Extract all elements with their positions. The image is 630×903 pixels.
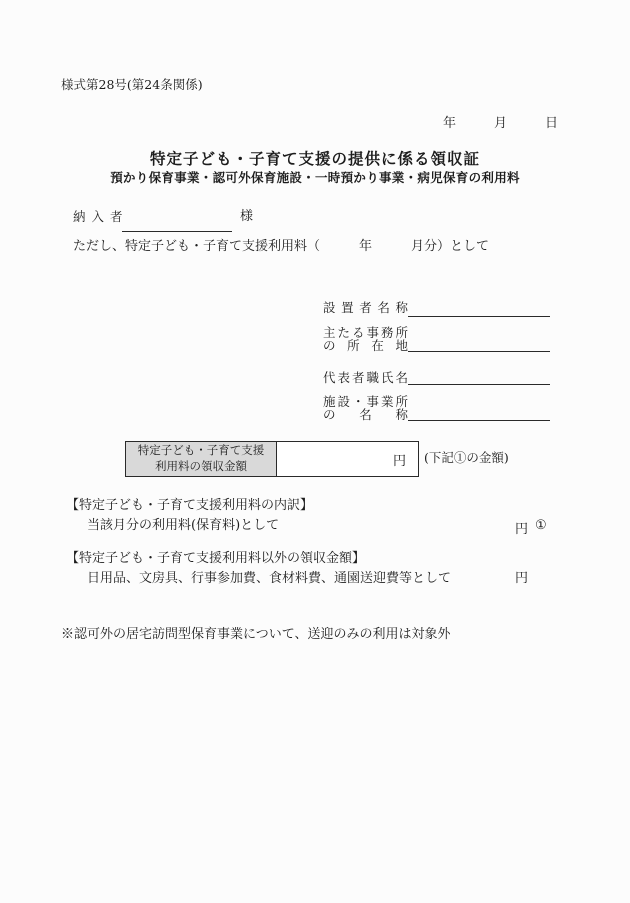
issue-date-line	[443, 112, 558, 131]
doc-subtitle: 預かり保育事業・認可外保育施設・一時預かり事業・病児保育の利用料	[110, 170, 520, 185]
office-address-label-line2: の所在地	[323, 338, 408, 353]
facility-name-label-line2: の名称	[323, 407, 408, 422]
representative-underline	[408, 384, 550, 385]
breakdown-marker: ①	[535, 518, 547, 533]
doc-title: 特定子ども・子育て支援の提供に係る領収証	[149, 149, 480, 168]
amount-value-cell	[277, 442, 418, 476]
amount-label-cell	[126, 442, 277, 476]
breakdown-item: 当該月分の利用料(保育料)として	[87, 518, 280, 533]
amount-table	[125, 441, 419, 477]
establisher-name-underline	[408, 316, 550, 317]
footnote: ※認可外の居宅訪問型保育事業について、送迎のみの利用は対象外	[61, 627, 451, 642]
amount-unit: 円	[392, 453, 406, 469]
form-number: 様式第28号(第24条関係)	[61, 77, 203, 92]
facility-name-underline	[408, 420, 550, 421]
breakdown-heading: 【特定子ども・子育て支援利用料の内訳】	[66, 498, 314, 513]
other-receipts-item: 日用品、文房具、行事参加費、食材料費、通園送迎費等として	[87, 571, 452, 586]
payer-honorific: 様	[240, 209, 254, 224]
other-receipts-unit: 円	[515, 571, 529, 586]
payer-name-underline	[122, 231, 232, 232]
amount-label-line2: 利用料の領収金額	[155, 459, 247, 473]
amount-note: (下記①の金額)	[424, 450, 509, 465]
month-label: 月	[493, 116, 507, 131]
year-label: 年	[443, 116, 457, 131]
breakdown-unit: 円	[515, 522, 529, 537]
establisher-name-label: 設置者名称	[323, 300, 408, 315]
proviso-text: ただし、特定子ども・子育て支援利用料（ 年 月分）として	[73, 239, 490, 254]
facility-name-label-line1: 施設・事業所	[323, 394, 408, 409]
other-receipts-heading: 【特定子ども・子育て支援利用料以外の領収金額】	[66, 551, 366, 566]
office-address-underline	[408, 351, 550, 352]
payer-label: 納 入 者	[73, 209, 124, 224]
amount-label-line1: 特定子ども・子育て支援	[137, 443, 265, 458]
representative-label: 代表者職氏名	[323, 370, 408, 385]
day-label: 日	[544, 116, 558, 131]
office-address-label-line1: 主たる事務所	[323, 325, 408, 340]
breakdown-unit-group	[515, 518, 547, 537]
